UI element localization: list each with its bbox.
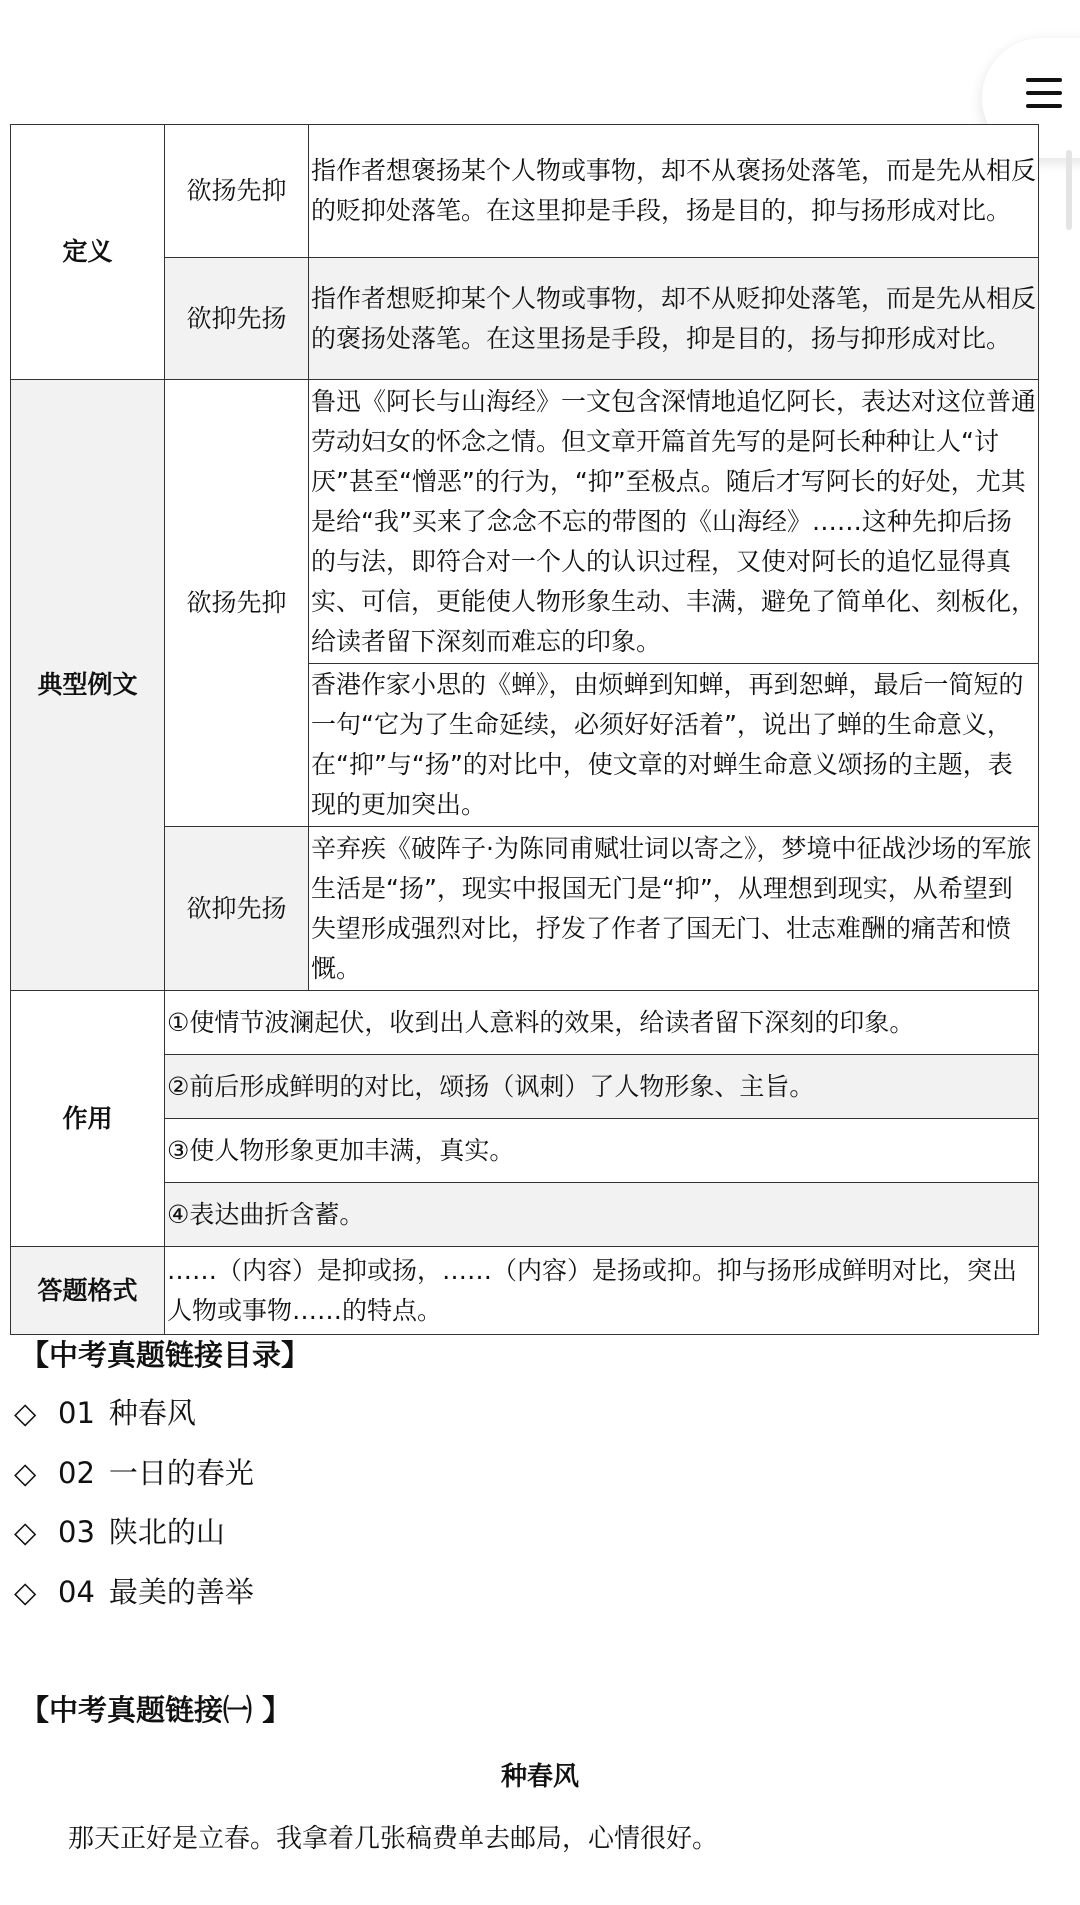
directory-item-01[interactable]: [14, 1391, 196, 1432]
row-header-effect: 作用: [11, 991, 165, 1247]
directory-item-04[interactable]: [14, 1570, 254, 1611]
diamond-icon: ◇: [14, 1396, 37, 1430]
effect-item-3: ③使人物形象更加丰满，真实。: [165, 1119, 1039, 1183]
table-row: [11, 1119, 1039, 1183]
table-row: [11, 1183, 1039, 1247]
sub-label-yi: 欲抑先扬: [165, 258, 309, 380]
scrollbar-thumb[interactable]: [1066, 150, 1072, 230]
sub-label-yang: 欲扬先抑: [165, 125, 309, 258]
link-one-title: 【中考真题链接㈠ 】: [20, 1693, 292, 1727]
diamond-icon: ◇: [14, 1575, 37, 1609]
item-title: 一日的春光: [108, 1456, 254, 1490]
summary-table: [10, 124, 1039, 1335]
item-title: 种春风: [108, 1396, 196, 1430]
hamburger-menu-icon[interactable]: [1026, 78, 1062, 108]
article-title: 种春风: [500, 1762, 579, 1792]
table-row: [11, 1055, 1039, 1119]
effect-item-1: ①使情节波澜起伏，收到出人意料的效果，给读者留下深刻的印象。: [165, 991, 1039, 1055]
directory-item-02[interactable]: [14, 1451, 254, 1492]
diamond-icon: ◇: [14, 1515, 37, 1549]
sub-label-yi: 欲抑先扬: [165, 827, 309, 991]
example-cicada-text: 香港作家小思的《蝉》，由烦蝉到知蝉，再到恕蝉，最后一简短的一句“它为了生命延续，必须好好活着”，说出了蝉的生命意义，在“抑”与“扬”的对比中，使文章的对蝉生命意义颂扬的主题，表现的更加突出。: [309, 664, 1039, 827]
table-row: [11, 827, 1039, 991]
format-text: ……（内容）是抑或扬，……（内容）是扬或抑。抑与扬形成鲜明对比，突出人物或事物……的特点。: [165, 1247, 1039, 1335]
article-paragraph: 那天正好是立春。我拿着几张稿费单去邮局，心情很好。: [68, 1824, 719, 1854]
effect-item-4: ④表达曲折含蓄。: [165, 1183, 1039, 1247]
definition-yi-text: 指作者想贬抑某个人物或事物，却不从贬抑处落笔，而是先从相反的褒扬处落笔。在这里扬是手段，抑是目的，扬与抑形成对比。: [309, 258, 1039, 380]
table-row: [11, 380, 1039, 664]
item-number: 03: [58, 1515, 95, 1549]
item-title: 陕北的山: [108, 1515, 225, 1549]
table-row: [11, 258, 1039, 380]
directory-item-03[interactable]: [14, 1510, 225, 1551]
row-header-format: 答题格式: [11, 1247, 165, 1335]
item-number: 01: [58, 1396, 95, 1430]
sub-label-yang: 欲扬先抑: [165, 380, 309, 827]
table-row: [11, 991, 1039, 1055]
diamond-icon: ◇: [14, 1456, 37, 1490]
table-row: [11, 1247, 1039, 1335]
example-poem-text: 辛弃疾《破阵子·为陈同甫赋壮词以寄之》，梦境中征战沙场的军旅生活是“扬”，现实中报国无门是“抑”，从理想到现实，从希望到失望形成强烈对比，抒发了作者了国无门、壮志难酬的痛苦和愤慨。: [309, 827, 1039, 991]
table-row: [11, 125, 1039, 258]
item-number: 02: [58, 1456, 95, 1490]
example-ahchang-text: 鲁迅《阿长与山海经》一文包含深情地追忆阿长，表达对这位普通劳动妇女的怀念之情。但文章开篇首先写的是阿长种种让人“讨厌”甚至“憎恶”的行为，“抑”至极点。随后才写阿长的好处，尤其是给“我”买来了念念不忘的带图的《山海经》……这种先抑后扬的与法，即符合对一个人的认识过程，又使对阿长的追忆显得真实、可信，更能使人物形象生动、丰满，避免了简单化、刻板化，给读者留下深刻而难忘的印象。: [309, 380, 1039, 664]
definition-yang-text: 指作者想褒扬某个人物或事物，却不从褒扬处落笔，而是先从相反的贬抑处落笔。在这里抑是手段，扬是目的，抑与扬形成对比。: [309, 125, 1039, 258]
item-number: 04: [58, 1575, 95, 1609]
directory-title: 【中考真题链接目录】: [20, 1338, 311, 1372]
item-title: 最美的善举: [108, 1575, 254, 1609]
effect-item-2: ②前后形成鲜明的对比，颂扬（讽刺）了人物形象、主旨。: [165, 1055, 1039, 1119]
row-header-definition: 定义: [11, 125, 165, 380]
row-header-examples: 典型例文: [11, 380, 165, 991]
